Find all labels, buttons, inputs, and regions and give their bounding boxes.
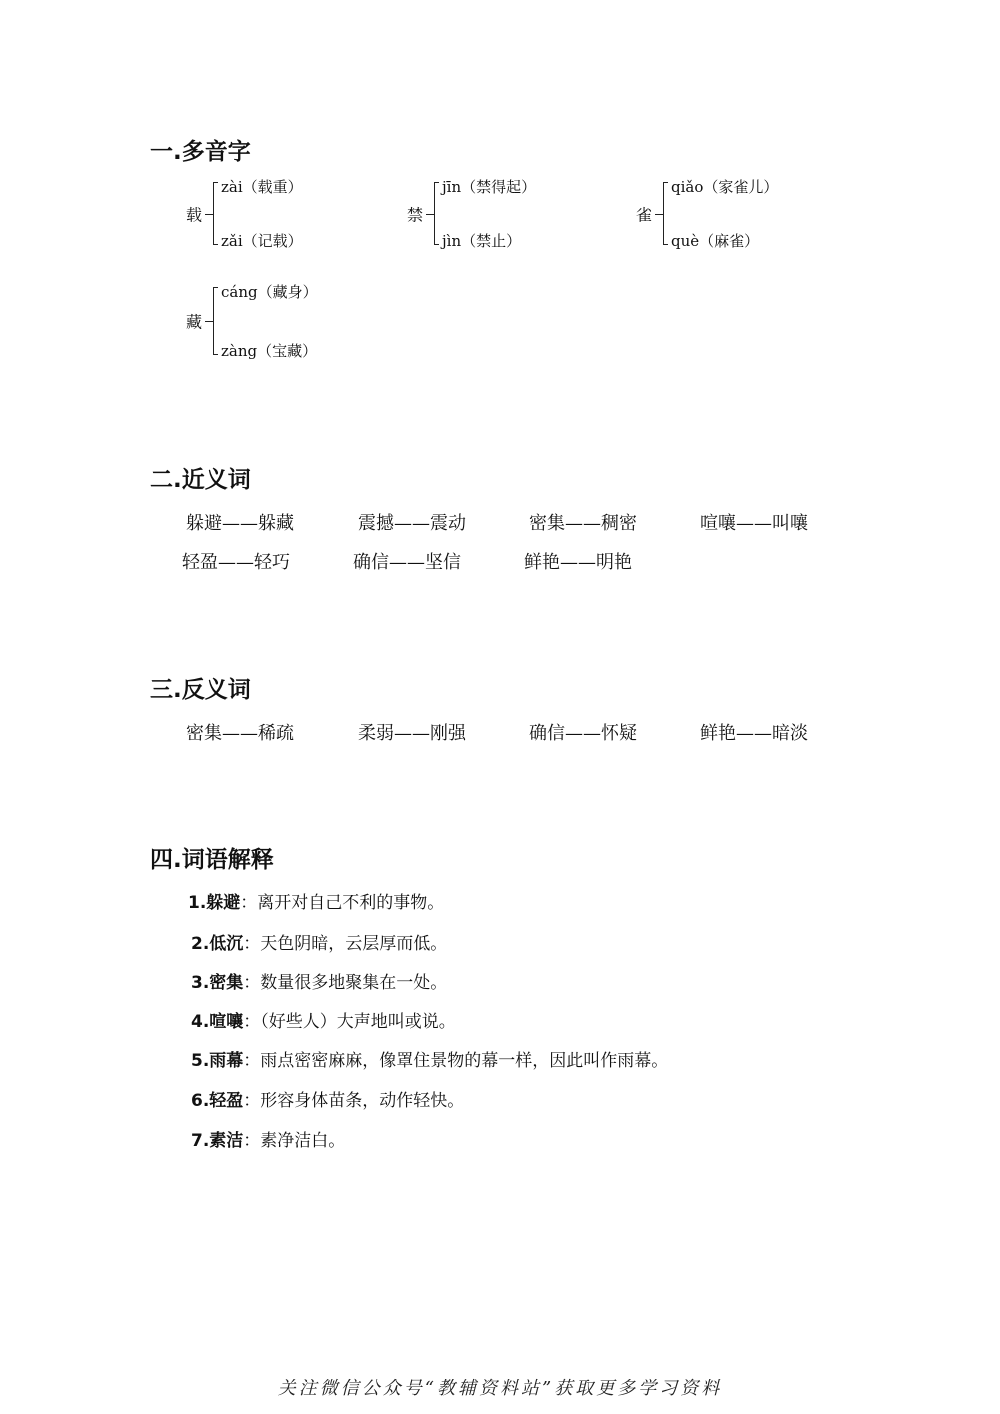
reading-top: jīn（禁得起） [442,178,537,196]
definition-text: ：（好些人）大声地叫或说。 [243,1012,456,1032]
antonym-pair: 柔弱——刚强 [358,723,466,744]
polyphonic-char: 雀 [636,205,653,224]
reading-top: qiǎo（家雀儿） [671,178,779,196]
synonym-pair: 躲避——躲藏 [186,513,294,534]
definition-number: 3. [191,973,210,993]
section-title-antonyms: 三.反义词 [150,677,251,703]
definition-item [191,929,447,954]
definition-term: 素洁 [209,1131,244,1151]
antonym-pair: 鲜艳——暗淡 [700,723,808,744]
brace-icon [205,287,217,355]
brace-icon [205,182,217,245]
polyphonic-char: 载 [186,205,203,224]
definition-number: 6. [191,1091,210,1111]
definition-item [191,1126,345,1151]
definition-item [191,1007,456,1032]
definition-text: ：雨点密密麻麻，像罩住景物的幕一样，因此叫作雨幕。 [243,1051,669,1071]
definition-item [191,968,447,993]
synonym-pair: 鲜艳——明艳 [524,552,632,573]
definition-term: 低沉 [209,934,244,954]
definition-term: 轻盈 [209,1091,244,1111]
synonym-pair: 喧嚷——叫嚷 [700,513,808,534]
definition-item [191,1086,464,1111]
footer-note: 关注微信公众号“教辅资料站”获取更多学习资料 [277,1378,723,1399]
antonym-pair: 确信——怀疑 [529,723,637,744]
definition-text: ：天色阴暗，云层厚而低。 [243,934,448,954]
definition-term: 躲避 [206,893,241,913]
synonym-pair: 轻盈——轻巧 [182,552,290,573]
reading-bottom: zàng（宝藏） [221,342,318,360]
reading-bottom: jìn（禁止） [442,232,522,250]
brace-icon [655,182,667,245]
definition-term: 喧嚷 [209,1012,244,1032]
definition-text: ：数量很多地聚集在一处。 [243,973,448,993]
reading-bottom: zǎi（记载） [221,232,303,250]
reading-top: zài（载重） [221,178,303,196]
synonym-pair: 震撼——震动 [358,513,466,534]
definition-item [188,888,444,913]
polyphonic-char: 藏 [186,312,203,332]
definition-number: 2. [191,934,210,954]
polyphonic-item [186,281,386,361]
definition-number: 7. [191,1131,210,1151]
section-title-definitions: 四.词语解释 [150,847,274,873]
section-title-synonyms: 二.近义词 [150,467,251,493]
definition-item [191,1046,668,1071]
definition-term: 密集 [209,973,244,993]
definition-text: ：形容身体苗条，动作轻快。 [243,1091,465,1111]
synonym-pair: 密集——稠密 [529,513,637,534]
polyphonic-char: 禁 [407,205,424,224]
brace-icon [426,182,438,245]
reading-bottom: què（麻雀） [671,232,760,250]
polyphonic-item [407,176,607,251]
definition-text: ：离开对自己不利的事物。 [240,893,445,913]
reading-top: cáng（藏身） [221,283,318,301]
section-title-polyphonic: 一.多音字 [150,139,251,165]
synonym-pair: 确信——坚信 [353,552,461,573]
definition-term: 雨幕 [209,1051,244,1071]
antonym-pair: 密集——稀疏 [186,723,294,744]
definition-text: ：素净洁白。 [243,1131,346,1151]
polyphonic-item [636,176,836,251]
polyphonic-item [186,176,386,251]
definition-number: 1. [188,893,207,913]
definition-number: 5. [191,1051,210,1071]
definition-number: 4. [191,1012,210,1032]
